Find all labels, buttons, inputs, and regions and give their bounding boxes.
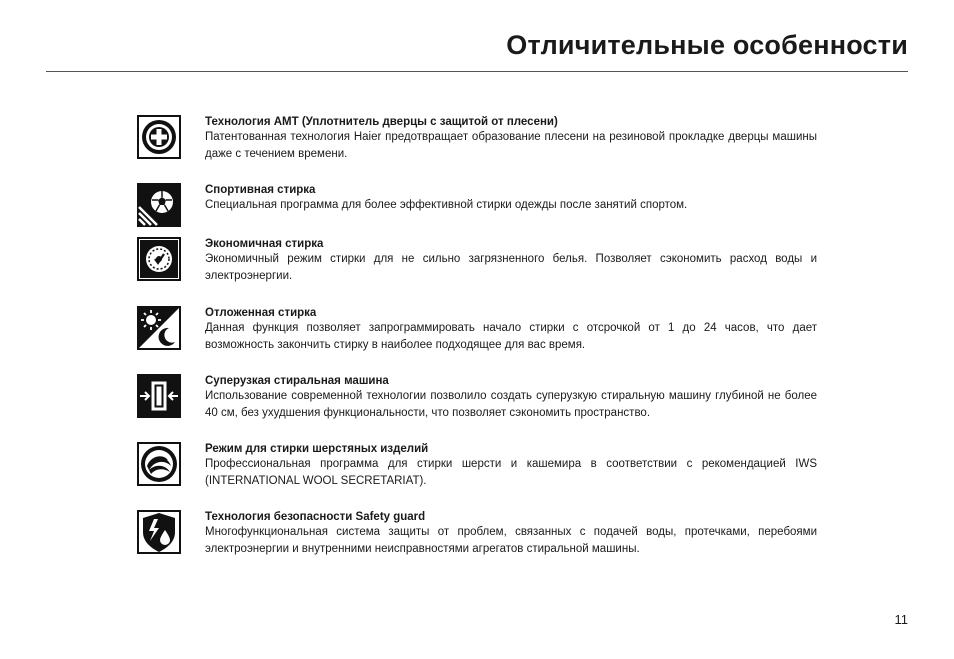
feature-description: Экономичный режим стирки для не сильно загрязненного белья. Позволяет сэкономить расход воды и электроэнергии. xyxy=(205,253,817,282)
wool-icon xyxy=(137,442,181,486)
feature-description: Использование современной технологии позволило создать суперузкую стиральную машину глубиной не более 40 см, без ухудшения функциональности, что позволяет сэкономить пространство. xyxy=(205,390,817,419)
feature-title: Технология безопасности Safety guard xyxy=(205,511,426,523)
shield-cross-icon xyxy=(137,115,181,159)
safety-guard-icon xyxy=(137,510,181,554)
feature-title: Технология АМТ (Уплотнитель дверцы с защитой от плесени) xyxy=(205,116,558,128)
eco-wash-icon xyxy=(137,237,181,281)
feature-description: Специальная программа для более эффективной стирки одежды после занятий спортом. xyxy=(205,199,688,211)
feature-description: Данная функция позволяет запрограммировать начало стирки с отсрочкой от 1 до 24 часов, что дает возможность закончить стирку в наиболее подходящее для вас время. xyxy=(205,322,817,351)
feature-description: Многофункциональная система защиты от проблем, связанных с подачей воды, протечками, перебоями электроэнергии и внутренними неисправностями агрегатов стиральной машины. xyxy=(205,526,817,555)
sports-ball-icon xyxy=(137,183,181,227)
feature-title: Суперузкая стиральная машина xyxy=(205,375,389,387)
feature-description: Профессиональная программа для стирки шерсти и кашемира в соответствии с рекомендацией IWS (INTERNATIONAL WOOL SECRETARIAT). xyxy=(205,458,817,487)
feature-description: Патентованная технология Haier предотвращает образование плесени на резиновой прокладке дверцы машины даже с течением времени. xyxy=(205,131,817,160)
feature-title: Экономичная стирка xyxy=(205,238,324,250)
compact-arrows-icon xyxy=(137,374,181,418)
feature-title: Отложенная стирка xyxy=(205,307,317,319)
sun-moon-icon xyxy=(137,306,181,350)
feature-title: Спортивная стирка xyxy=(205,184,316,196)
title-divider xyxy=(46,71,908,72)
page-number: 11 xyxy=(894,612,908,627)
page-title: Отличительные особенности xyxy=(506,30,908,60)
feature-title: Режим для стирки шерстяных изделий xyxy=(205,443,429,455)
